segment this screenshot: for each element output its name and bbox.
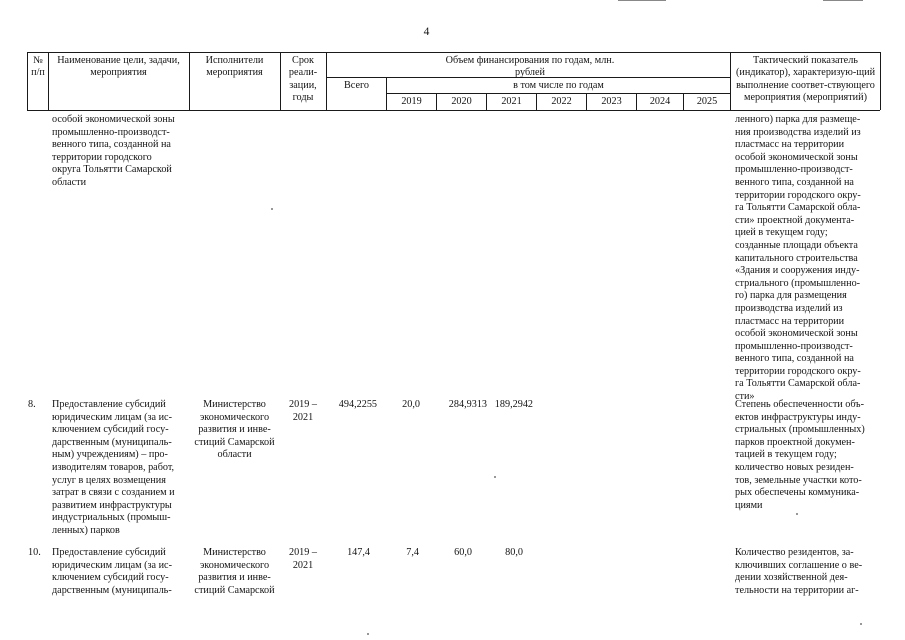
row-2019: 20,0: [402, 399, 420, 410]
row-indicator: [735, 547, 874, 597]
text-line: особой экономической зоны: [735, 151, 858, 163]
text-line: развитием инфраструктуры: [52, 499, 172, 511]
text-line: стиций Самарской: [194, 436, 275, 448]
text-line: го) парка для размещения: [735, 290, 847, 302]
text-line: тельности на территории аг-: [735, 584, 859, 596]
text-line: «Здания и сооружения инду-: [735, 265, 860, 277]
header-year-2024: 2024: [649, 96, 671, 107]
header-year-2025: 2025: [696, 96, 718, 107]
text-line: стриальных (промышленных): [735, 424, 865, 436]
text-line: ключением субсидий госу-: [52, 424, 169, 436]
row-2021: 80,0: [505, 547, 523, 558]
text-line: пластмасс на территории: [735, 315, 845, 327]
text-line: га Тольятти Самарской обла-: [735, 202, 861, 214]
scan-speck: [494, 476, 496, 478]
scan-speck: [271, 208, 273, 210]
header-indicator: Тактический показатель (индикатор), характеризую-щий выполнение соответ-ствующего мероприятия (мероприятий): [735, 55, 876, 104]
text-line: 2021: [292, 411, 314, 423]
text-line: Количество резидентов, за-: [735, 547, 854, 558]
scan-speck: [860, 623, 862, 625]
row-term: [282, 399, 324, 424]
text-line: ным) учреждениям) – про-: [52, 449, 168, 461]
text-line: особой экономической зоны: [52, 114, 175, 125]
row-2020: 284,9313: [448, 399, 487, 410]
text-line: затрат в связи с созданием и: [52, 487, 175, 499]
text-line: количество новых резиден-: [735, 461, 854, 473]
row-indicator: [735, 399, 874, 512]
scan-speck: [796, 513, 798, 515]
scan-mark: [618, 0, 666, 1]
header-year-2020: 2020: [451, 96, 472, 107]
continuation-indicator: [735, 114, 874, 404]
header-total: Всего: [344, 80, 369, 91]
text-line: дарственным (муниципаль-: [52, 584, 172, 596]
text-line: рых обеспечены коммуника-: [735, 487, 860, 499]
text-line: экономического: [199, 411, 270, 423]
row-2019: 7,4: [406, 547, 419, 558]
row-number: 8.: [28, 399, 36, 410]
text-line: венного типа, созданной на: [735, 176, 854, 188]
header-term: Срок реали-зации, годы: [288, 55, 318, 104]
text-line: ключением субсидий госу-: [52, 572, 169, 584]
text-line: особой экономической зоны: [735, 328, 858, 340]
text-line: Министерство: [203, 399, 266, 410]
header-executors: Исполнители мероприятия: [205, 55, 264, 79]
text-line: ектов инфраструктуры инду-: [735, 411, 861, 423]
text-line: территории городского окру-: [735, 365, 861, 377]
text-line: ленных) парков: [52, 524, 120, 536]
text-line: развития и инве-: [198, 572, 271, 584]
text-line: юридическим лицам (за ис-: [52, 411, 172, 423]
text-line: стриального (промышленно-: [735, 277, 861, 289]
text-line: тацией в текущем году;: [735, 449, 837, 461]
scan-mark: [823, 0, 863, 1]
text-line: пластмасс на территории: [735, 139, 845, 151]
header-including: в том числе по годам: [513, 80, 604, 91]
row-number: 10.: [28, 547, 41, 558]
text-line: созданные площади объекта: [735, 239, 858, 251]
row-name: [52, 399, 185, 538]
text-line: экономического: [199, 559, 270, 571]
text-line: Степень обеспеченности объ-: [735, 399, 864, 410]
text-line: 2019 –: [288, 547, 317, 558]
text-line: циями: [735, 499, 763, 511]
row-name: [52, 547, 185, 597]
text-line: промышленно-производст-: [52, 126, 170, 138]
page-number: 4: [423, 26, 430, 38]
text-line: ленного) парка для размеще-: [735, 114, 861, 125]
text-line: производства изделий из: [735, 302, 843, 314]
text-line: венного типа, созданной на: [52, 139, 171, 151]
text-line: промышленно-производст-: [735, 340, 853, 352]
text-line: капитального строительства: [735, 252, 858, 264]
header-num: № п/п: [31, 55, 45, 79]
text-line: области: [217, 449, 252, 461]
text-line: 2019 –: [288, 399, 317, 410]
text-line: парков проектной докумен-: [735, 436, 855, 448]
text-line: Предоставление субсидий: [52, 547, 166, 558]
row-executor: [191, 547, 278, 597]
text-line: ключивших соглашение о ве-: [735, 559, 863, 571]
text-line: тов, земельные участки кото-: [735, 474, 862, 486]
row-2021: 189,2942: [494, 399, 533, 410]
text-line: промышленно-производст-: [735, 164, 853, 176]
text-line: венного типа, созданной на: [735, 353, 854, 365]
row-2020: 60,0: [454, 547, 472, 558]
text-line: ния производства изделий из: [735, 126, 861, 138]
text-line: цией в текущем году;: [735, 227, 828, 239]
text-line: услуг в целях возмещения: [52, 474, 166, 486]
text-line: Министерство: [203, 547, 266, 558]
text-line: изводителям товаров, работ,: [52, 461, 175, 473]
text-line: 2021: [292, 559, 314, 571]
row-executor: [191, 399, 278, 462]
text-line: стиций Самарской: [194, 584, 275, 596]
text-line: Предоставление субсидий: [52, 399, 166, 410]
row-total: 147,4: [347, 547, 370, 558]
text-line: территории городского: [52, 151, 152, 163]
row-total: 494,2255: [338, 399, 377, 410]
text-line: округа Тольятти Самарской: [52, 164, 172, 176]
header-year-2022: 2022: [551, 96, 572, 107]
text-line: га Тольятти Самарской обла-: [735, 378, 861, 390]
scan-speck: [367, 633, 369, 635]
header-year-2023: 2023: [601, 96, 622, 107]
text-line: дении хозяйственной дея-: [735, 572, 848, 584]
header-name: Наименование цели, задачи, мероприятия: [57, 55, 180, 79]
text-line: сти» проектной документа-: [735, 214, 855, 226]
text-line: индустриальных (промыш-: [52, 512, 171, 524]
text-line: территории городского окру-: [735, 189, 861, 201]
row-term: [282, 547, 324, 572]
header-year-2019: 2019: [401, 96, 422, 107]
text-line: юридическим лицам (за ис-: [52, 559, 172, 571]
text-line: развития и инве-: [198, 424, 271, 436]
text-line: дарственным (муниципаль-: [52, 436, 172, 448]
header-year-2021: 2021: [501, 96, 522, 107]
text-line: области: [52, 176, 87, 188]
text-line: сти»: [735, 391, 755, 403]
header-funding: Объем финансирования по годам, млн. рублей: [445, 55, 615, 79]
continuation-name: [52, 114, 185, 190]
